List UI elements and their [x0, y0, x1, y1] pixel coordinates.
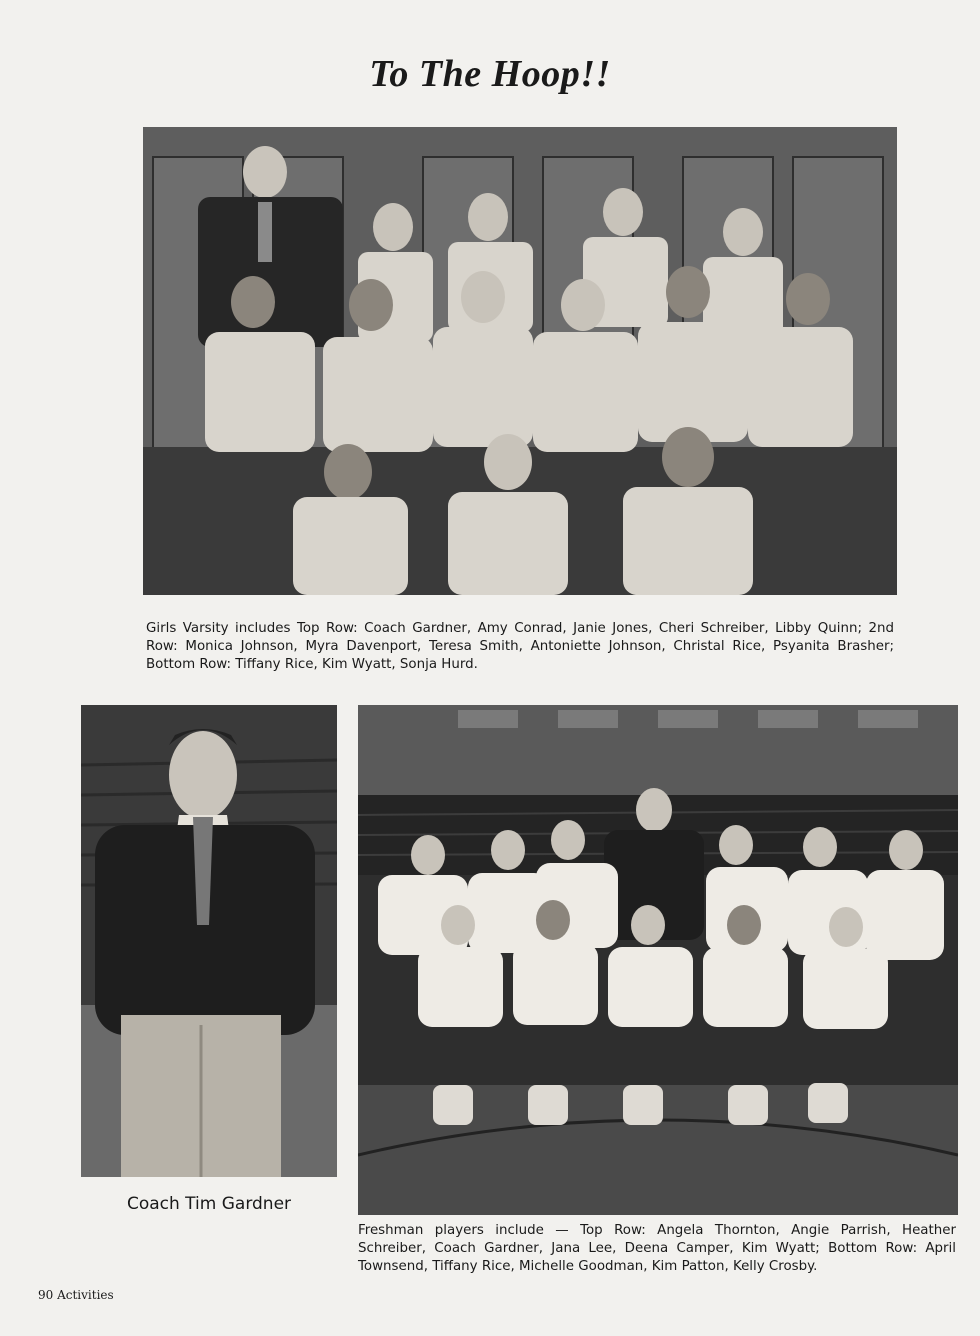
varsity-caption: Girls Varsity includes Top Row: Coach Gardner, Amy Conrad, Janie Jones, Cheri Schreiber, Libby Quinn; 2nd Row: Monica Johnson, Myra Davenport, Teresa Smith, Antoniette Johnson, Christal Rice, Psyanita Brasher; Bottom Row: Tiffany Rice, Kim Wyatt, Sonja Hurd. [146, 621, 894, 672]
page-footer: 90 Activities [38, 1288, 114, 1302]
freshman-team-photo [358, 705, 958, 1215]
coach-caption: Coach Tim Gardner [126, 1194, 292, 1214]
freshman-caption: Freshman players include — Top Row: Angela Thornton, Angie Parrish, Heather Schreiber, Coach Gardner, Jana Lee, Deena Camper, Kim Wyatt; Bottom Row: April Townsend, Tiffany Rice, Michelle Goodman, Kim Patton, Kelly Crosby. [358, 1223, 956, 1274]
varsity-team-photo [143, 127, 897, 595]
page-title: To The Hoop!! [369, 53, 611, 95]
coach-portrait-photo [81, 705, 337, 1177]
